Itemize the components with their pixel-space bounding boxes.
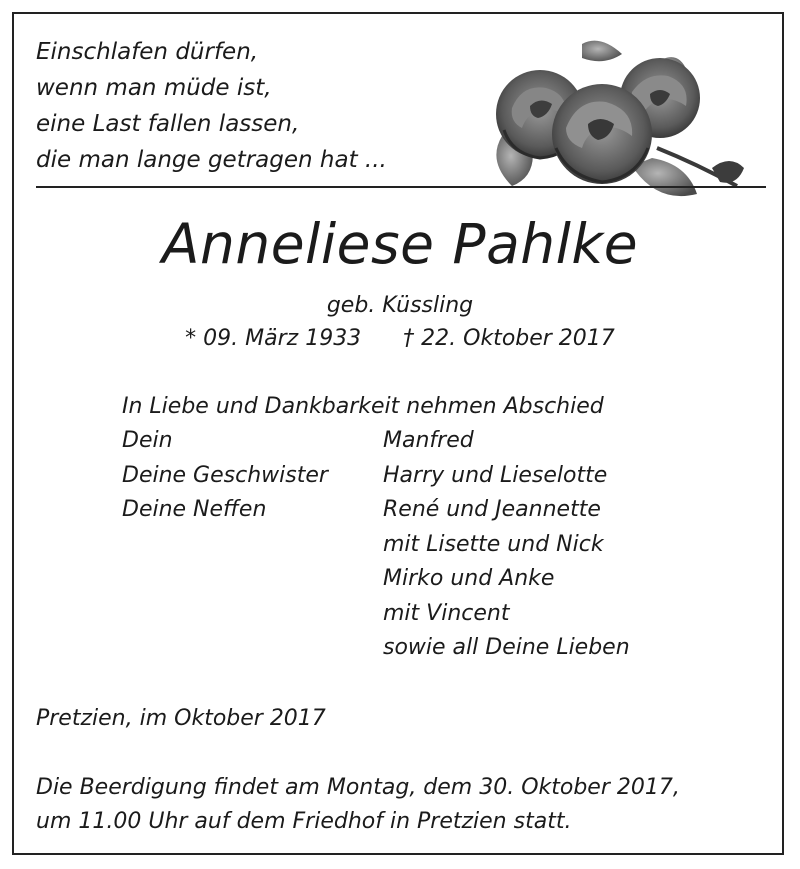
death-date: † 22. Oktober 2017 bbox=[403, 326, 615, 351]
poem-line: die man lange getragen hat ... bbox=[36, 147, 387, 173]
relations-column bbox=[122, 424, 328, 528]
mourner-names-column bbox=[383, 424, 630, 666]
mourner-name: Manfred bbox=[383, 428, 474, 453]
mourner-name: Mirko und Anke bbox=[383, 566, 555, 591]
poem-line: eine Last fallen lassen, bbox=[36, 111, 300, 137]
obituary-frame bbox=[12, 12, 784, 855]
poem-line: wenn man müde ist, bbox=[36, 75, 272, 101]
birth-date: * 09. März 1933 bbox=[185, 326, 362, 351]
mourner-name: Harry und Lieselotte bbox=[383, 462, 608, 488]
funeral-notice bbox=[36, 771, 680, 839]
funeral-line: um 11.00 Uhr auf dem Friedhof in Pretzien statt. bbox=[36, 809, 572, 834]
mourner-name: mit Vincent bbox=[383, 600, 510, 626]
mourner-name: mit Lisette und Nick bbox=[383, 531, 604, 557]
roses-image bbox=[482, 36, 754, 208]
relation-label: Deine Neffen bbox=[122, 497, 267, 522]
divider-line bbox=[36, 186, 766, 188]
mourner-name: René und Jeannette bbox=[383, 497, 601, 522]
poem bbox=[36, 34, 387, 178]
deceased-name: Anneliese Pahlke bbox=[161, 212, 639, 276]
funeral-line: Die Beerdigung findet am Montag, dem 30. Oktober 2017, bbox=[36, 775, 680, 800]
mourner-name: sowie all Deine Lieben bbox=[383, 635, 630, 660]
relation-label: Deine Geschwister bbox=[122, 462, 328, 488]
life-dates bbox=[14, 322, 786, 356]
poem-line: Einschlafen dürfen, bbox=[36, 39, 259, 65]
place-date: Pretzien, im Oktober 2017 bbox=[36, 706, 326, 731]
relation-label: Dein bbox=[122, 428, 173, 453]
farewell-intro: In Liebe und Dankbarkeit nehmen Abschied bbox=[122, 394, 604, 419]
maiden-name: geb. Küssling bbox=[326, 293, 474, 318]
